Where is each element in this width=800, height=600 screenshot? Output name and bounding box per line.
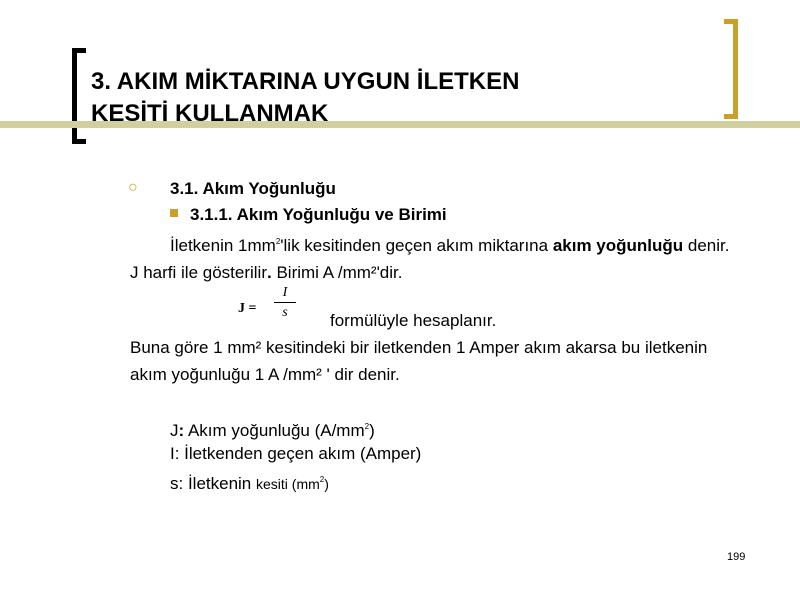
slide-title-line-1: 3. AKIM MİKTARINA UYGUN İLETKEN — [91, 68, 520, 95]
formula-numerator: I — [274, 284, 296, 303]
def-s-sup: 2 — [319, 475, 325, 484]
def-s-text: s: İletkenin — [170, 474, 256, 493]
bullet-level1-heading: 3.1. Akım Yoğunluğu — [170, 179, 336, 198]
def-s-tail: ) — [324, 476, 329, 492]
p1-text-a: İletkenin 1mm — [170, 236, 276, 255]
formula-lhs: J = — [238, 301, 257, 316]
def-j-sup: 2 — [364, 422, 370, 431]
definition-paragraph — [130, 229, 740, 286]
def-j-tail: ) — [369, 421, 375, 440]
bullet-level2-heading: 3.1.1. Akım Yoğunluğu ve Birimi — [190, 205, 447, 224]
square-bullet-icon — [170, 209, 178, 217]
formula-caption: formülüyle hesaplanır. — [330, 311, 497, 330]
definition-j — [170, 414, 421, 441]
p1-text-d: Birimi A /mm²'dir. — [271, 262, 403, 282]
example-paragraph: Buna göre 1 mm² kesitindeki bir iletkenden 1 Amper akım akarsa bu iletkenin akım yoğunluğu 1 A /mm² ' dir denir. — [130, 338, 708, 384]
formula-fraction — [274, 284, 296, 323]
circle-bullet-icon: ○ — [128, 179, 138, 196]
def-j-symbol: J — [170, 421, 179, 440]
p1-bold-period: . — [267, 262, 272, 282]
p1-bold-term: akım yoğunluğu — [552, 236, 684, 255]
p1-sup: 2 — [275, 237, 281, 246]
p1-text-c: denir. J harfi ile gösterilir — [130, 236, 730, 282]
p1-text-b: 'lik kesitinden geçen akım miktarına — [280, 236, 553, 255]
definition-i: I: İletkenden geçen akım (Amper) — [170, 443, 422, 463]
definition-s — [170, 467, 421, 494]
left-bracket-decoration — [72, 48, 86, 144]
slide-title — [91, 66, 711, 130]
right-bracket-decoration — [724, 19, 738, 119]
formula-denominator: s — [282, 305, 288, 320]
def-s-small: kesiti (mm — [256, 476, 320, 492]
def-j-text: Akım yoğunluğu (A/mm — [184, 421, 365, 440]
symbol-definitions — [170, 414, 421, 494]
def-j-colon: : — [178, 421, 185, 440]
page-number: 199 — [727, 551, 746, 563]
slide-title-line-2: KESİTİ KULLANMAK — [91, 100, 329, 127]
